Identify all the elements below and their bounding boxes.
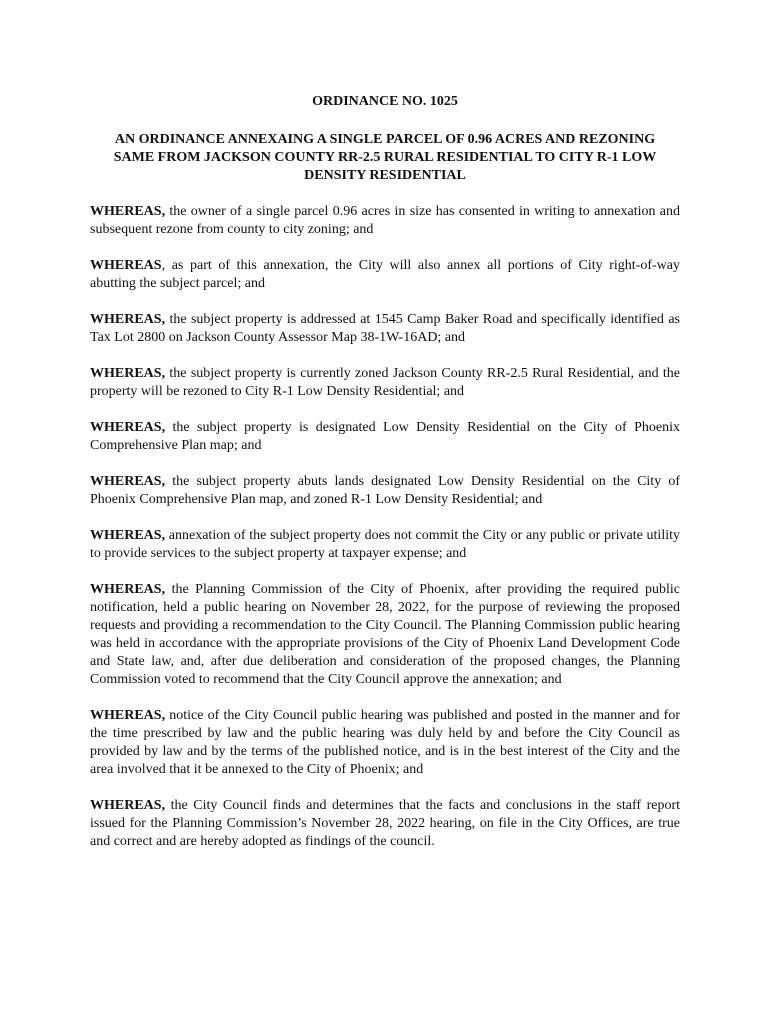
whereas-clause (90, 257, 680, 293)
whereas-clause (90, 707, 680, 779)
clause-lead: WHEREAS, (90, 366, 166, 381)
clause-text: the subject property is addressed at 1545 Camp Baker Road and specifically identified as Tax Lot 2800 on Jackson County Assessor Map 38-1W-16AD; and (90, 312, 680, 345)
clause-lead: WHEREAS, (90, 312, 166, 327)
whereas-clause (90, 311, 680, 347)
clause-text: , as part of this annexation, the City will also annex all portions of City right-of-way abutting the subject parcel; and (90, 258, 680, 291)
clause-lead: WHEREAS, (90, 474, 166, 489)
whereas-clause (90, 419, 680, 455)
whereas-clauses (90, 203, 680, 851)
whereas-clause (90, 527, 680, 563)
clause-text: the subject property abuts lands designated Low Density Residential on the City of Phoenix Comprehensive Plan map, and zoned R-1 Low Density Residential; and (90, 474, 680, 507)
whereas-clause (90, 365, 680, 401)
clause-lead: WHEREAS, (90, 798, 166, 813)
clause-lead: WHEREAS (90, 258, 162, 273)
whereas-clause (90, 581, 680, 689)
clause-lead: WHEREAS, (90, 708, 166, 723)
clause-text: the owner of a single parcel 0.96 acres in size has consented in writing to annexation and subsequent rezone from county to city zoning; and (90, 204, 680, 237)
clause-text: the City Council finds and determines that the facts and conclusions in the staff report issued for the Planning Commission’s November 28, 2022 hearing, on file in the City Offices, are true and correct and are hereby adopted as findings of the council. (90, 798, 680, 849)
document-page (90, 93, 680, 869)
clause-lead: WHEREAS, (90, 204, 166, 219)
clause-text: the Planning Commission of the City of Phoenix, after providing the required public notification, held a public hearing on November 28, 2022, for the purpose of reviewing the proposed requests and providing a recommendation to the City Council. The Planning Commission public hearing was held in accordance with the appropriate provisions of the City of Phoenix Land Development Code and State law, and, after due deliberation and consideration of the proposed changes, the Planning Commission voted to recommend that the City Council approve the annexation; and (90, 582, 680, 687)
clause-lead: WHEREAS, (90, 582, 166, 597)
clause-lead: WHEREAS, (90, 528, 166, 543)
whereas-clause (90, 203, 680, 239)
ordinance-subtitle: AN ORDINANCE ANNEXAING A SINGLE PARCEL OF 0.96 ACRES AND REZONING SAME FROM JACKSON COUNTY RR-2.5 RURAL RESIDENTIAL TO CITY R-1 LOW DENSITY RESIDENTIAL (113, 132, 657, 183)
clause-text: notice of the City Council public hearing was published and posted in the manner and for the time prescribed by law and the public hearing was duly held by and before the City Council as provided by law and by the terms of the published notice, and is in the best interest of the City and the area involved that it be annexed to the City of Phoenix; and (90, 708, 680, 777)
clause-text: the subject property is currently zoned Jackson County RR-2.5 Rural Residential, and the property will be rezoned to City R-1 Low Density Residential; and (90, 366, 680, 399)
whereas-clause (90, 797, 680, 851)
whereas-clause (90, 473, 680, 509)
clause-text: annexation of the subject property does not commit the City or any public or private utility to provide services to the subject property at taxpayer expense; and (90, 528, 680, 561)
clause-lead: WHEREAS, (90, 420, 166, 435)
clause-text: the subject property is designated Low Density Residential on the City of Phoenix Comprehensive Plan map; and (90, 420, 680, 453)
ordinance-title: ORDINANCE NO. 1025 (312, 94, 458, 109)
